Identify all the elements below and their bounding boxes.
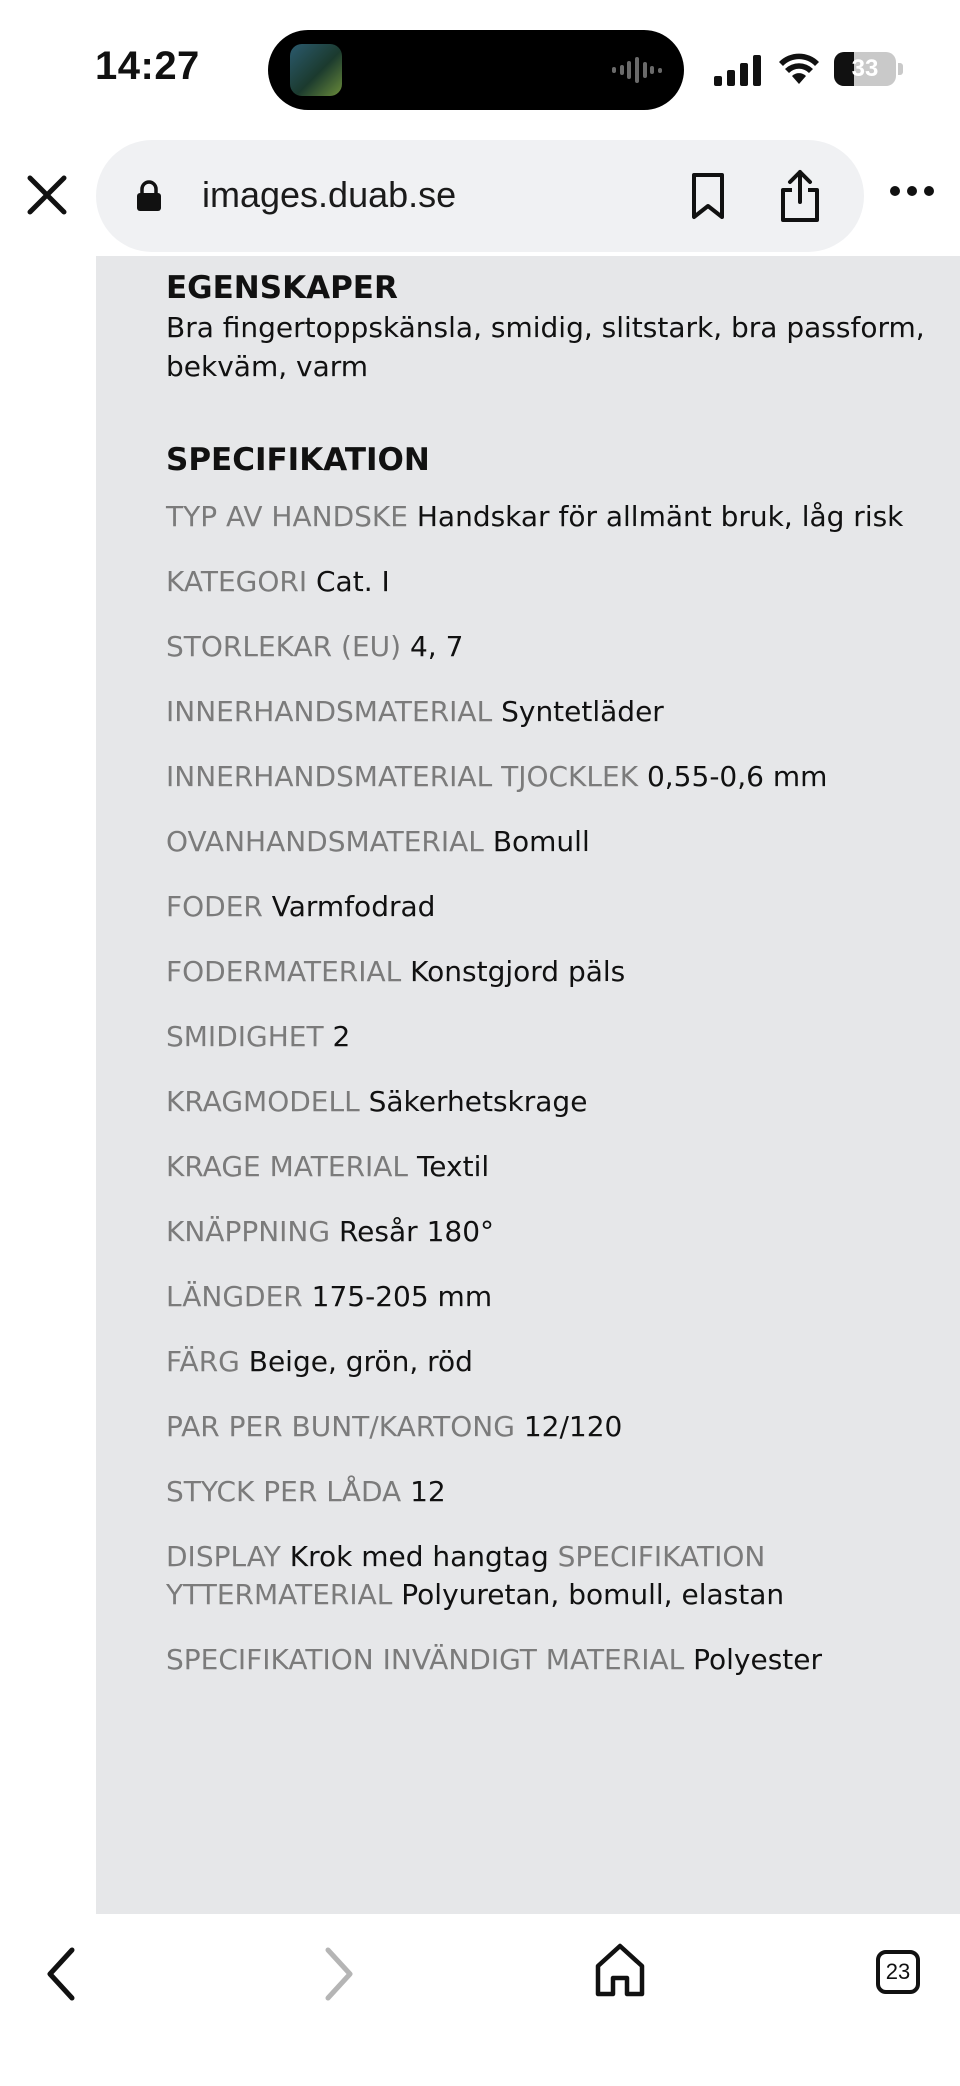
spec-value: Varmfodrad: [271, 890, 436, 923]
properties-text: Bra fingertoppskänsla, smidig, slitstark, bra passform, bekväm, varm: [166, 311, 925, 383]
spec-row: [166, 1213, 926, 1251]
spec-label: FÄRG: [166, 1345, 240, 1378]
spec-row: [166, 1343, 926, 1381]
spec-value: Polyester: [693, 1643, 823, 1676]
spec-label: LÄNGDER: [166, 1280, 303, 1313]
status-time: 14:27: [95, 44, 200, 88]
spec-label: KRAGMODELL: [166, 1085, 360, 1118]
spec-value: Textil: [416, 1150, 490, 1183]
spec-row: [166, 628, 926, 666]
spec-label: INNERHANDSMATERIAL TJOCKLEK: [166, 760, 639, 793]
home-icon[interactable]: [594, 1942, 646, 1998]
spec-value: Krok med hangtag: [289, 1540, 549, 1573]
spec-label: PAR PER BUNT/KARTONG: [166, 1410, 515, 1443]
audio-waveform-icon: [612, 56, 662, 84]
lock-icon: [136, 180, 162, 212]
spec-row: [166, 1083, 926, 1121]
spec-row: [166, 1473, 926, 1511]
spec-label: KATEGORI: [166, 565, 308, 598]
tab-count: 23: [885, 1959, 911, 1984]
spec-row: [166, 823, 926, 861]
spec-row: [166, 1018, 926, 1056]
document-page: [96, 256, 960, 1914]
cellular-signal-icon: [714, 54, 764, 86]
spec-value: 175-205 mm: [311, 1280, 493, 1313]
spec-label: STORLEKAR (EU): [166, 630, 402, 663]
status-bar: [0, 0, 960, 130]
spec-label: INNERHANDSMATERIAL: [166, 695, 493, 728]
more-icon[interactable]: [890, 186, 934, 200]
spec-row: [166, 1278, 926, 1316]
spec-row: [166, 1641, 926, 1679]
spec-value: 12/120: [523, 1410, 623, 1443]
battery-icon: [834, 52, 904, 86]
spec-value: 4, 7: [409, 630, 464, 663]
back-icon[interactable]: [42, 1944, 82, 2004]
spec-value: Handskar för allmänt bruk, låg risk: [416, 500, 904, 533]
spec-label: SPECIFIKATION YTTERMATERIAL: [166, 1540, 766, 1611]
spec-row: [166, 693, 926, 731]
spec-label: SPECIFIKATION INVÄNDIGT MATERIAL: [166, 1643, 685, 1676]
spec-label: TYP AV HANDSKE: [166, 500, 408, 533]
close-icon[interactable]: [24, 172, 70, 218]
spec-label: FODER: [166, 890, 263, 923]
spec-row: [166, 498, 926, 536]
tabs-icon[interactable]: [876, 1950, 920, 1994]
spec-label: KRAGE MATERIAL: [166, 1150, 409, 1183]
spec-value: 2: [332, 1020, 351, 1053]
spec-row: [166, 758, 926, 796]
spec-value: Beige, grön, röd: [248, 1345, 473, 1378]
spec-value: Säkerhetskrage: [368, 1085, 588, 1118]
url-text[interactable]: images.duab.se: [202, 174, 457, 215]
bookmark-icon[interactable]: [688, 172, 728, 220]
wifi-icon: [778, 50, 820, 86]
spec-row: [166, 1538, 926, 1614]
spec-value: Resår 180°: [338, 1215, 495, 1248]
spec-label: SMIDIGHET: [166, 1020, 324, 1053]
spec-label: OVANHANDSMATERIAL: [166, 825, 484, 858]
spec-label: FODERMATERIAL: [166, 955, 402, 988]
spec-value: Syntetläder: [501, 695, 664, 728]
spec-value: Polyuretan, bomull, elastan: [401, 1578, 785, 1611]
spec-label: KNÄPPNING: [166, 1215, 331, 1248]
forward-icon[interactable]: [318, 1944, 358, 2004]
spec-value: 0,55-0,6 mm: [646, 760, 828, 793]
spec-value: Cat. I: [316, 565, 390, 598]
bottom-toolbar: [0, 1914, 960, 2086]
address-bar[interactable]: [96, 140, 864, 252]
battery-level: 33: [851, 55, 879, 82]
spec-value: 12: [410, 1475, 446, 1508]
spec-row: [166, 563, 926, 601]
spec-label: STYCK PER LÅDA: [166, 1475, 402, 1508]
spec-row: [166, 888, 926, 926]
share-icon[interactable]: [778, 168, 822, 224]
spec-row: [166, 1148, 926, 1186]
spec-label: DISPLAY: [166, 1540, 281, 1573]
spec-row: [166, 953, 926, 991]
spec-row: [166, 1408, 926, 1446]
spec-list: [166, 498, 926, 1679]
spec-heading: SPECIFIKATION: [166, 442, 430, 478]
now-playing-thumbnail[interactable]: [290, 44, 342, 96]
properties-heading: EGENSKAPER: [166, 270, 398, 306]
spec-value: Konstgjord päls: [410, 955, 626, 988]
dynamic-island[interactable]: [268, 30, 684, 110]
spec-value: Bomull: [492, 825, 590, 858]
